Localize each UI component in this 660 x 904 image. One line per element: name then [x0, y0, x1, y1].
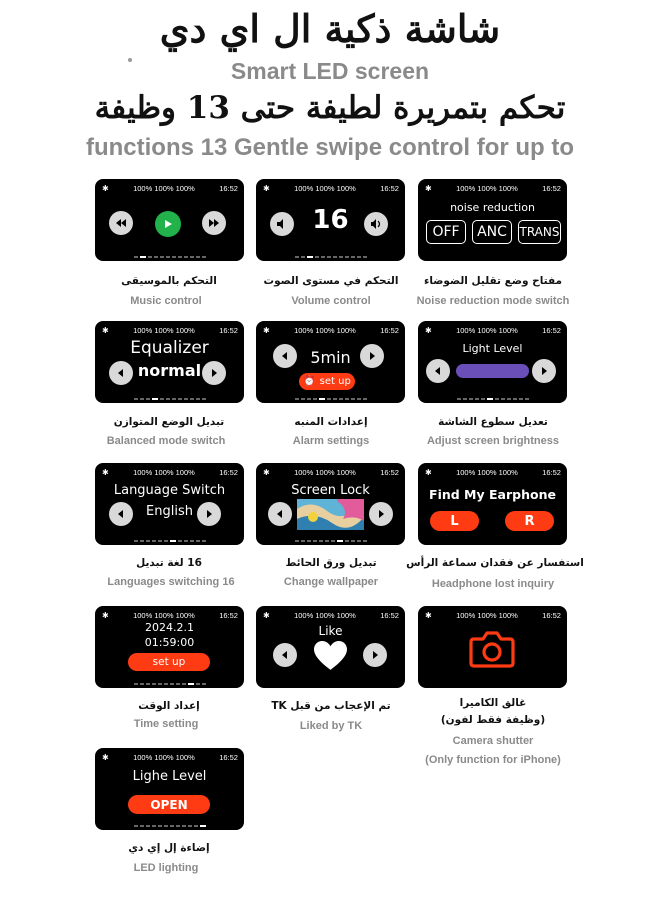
status-bar: ✱ 100% 100% 100% 16:52	[102, 325, 238, 335]
card-label-en: LED lighting	[133, 862, 199, 874]
status-bar: ✱ 100% 100% 100% 16:52	[263, 467, 399, 477]
chevron-right-icon	[203, 508, 215, 520]
card-label-en: Alarm settings	[292, 435, 370, 447]
volume-up-button[interactable]	[364, 212, 388, 236]
status-bar: ✱ 100% 100% 100% 16:52	[102, 183, 238, 193]
page-title-arabic: شاشة ذكية ال اي دي	[159, 6, 501, 51]
card-label-en: Adjust screen brightness	[426, 435, 560, 447]
card-label-ar: تعديل سطوع الشاشة	[438, 416, 548, 428]
status-bar: ✱ 100% 100% 100% 16:52	[263, 325, 399, 335]
previous-button[interactable]	[273, 643, 297, 667]
brightness-heading: Light Level	[462, 342, 523, 355]
anc-mode-off[interactable]: OFF	[426, 220, 466, 244]
led-lighting-screen	[95, 748, 244, 830]
card-label-ar: التحكم بالموسيقى	[121, 275, 217, 287]
card-label-en-note: (Only function for iPhone)	[425, 754, 561, 766]
page-indicator	[256, 540, 405, 542]
status-bar: ✱ 100% 100% 100% 16:52	[102, 752, 238, 762]
fast-forward-icon	[208, 217, 220, 229]
noise-reduction-heading: noise reduction	[450, 201, 535, 214]
heart-like-button[interactable]	[314, 641, 347, 671]
wallpaper-image	[297, 499, 364, 530]
play-button[interactable]	[155, 211, 181, 237]
next-mode-button[interactable]	[202, 361, 226, 385]
camera-shutter-button[interactable]	[469, 630, 515, 668]
card-label-ar: إضاءة إل إي دي	[128, 842, 210, 854]
like-heading: Like	[318, 624, 343, 638]
alarm-clock-icon: ⏰	[303, 376, 316, 387]
page-indicator	[95, 683, 244, 685]
speaker-high-icon	[370, 218, 382, 230]
led-open-button[interactable]: OPEN	[128, 795, 210, 814]
brightness-screen	[418, 321, 567, 403]
bluetooth-icon: ✱	[102, 467, 109, 477]
date-value: 2024.2.1	[145, 621, 194, 634]
next-wallpaper-button[interactable]	[369, 502, 393, 526]
card-label-ar: مفتاح وضع تقليل الضوضاء	[423, 275, 563, 287]
chevron-right-icon	[366, 350, 378, 362]
language-heading: Language Switch	[113, 483, 226, 498]
card-label-en: Music control	[130, 295, 202, 307]
card-label-ar: استفسار عن فقدان سماعة الرأس	[406, 557, 584, 569]
card-label-ar: تبديل ورق الحائط	[285, 557, 377, 569]
card-label-en: Headphone lost inquiry	[431, 578, 555, 590]
status-bar: ✱ 100% 100% 100% 16:52	[263, 610, 399, 620]
time-setting-screen	[95, 606, 244, 688]
card-label-en: Camera shutter	[452, 735, 534, 747]
anc-mode-anc[interactable]: ANC	[472, 220, 512, 244]
card-label-en: Time setting	[133, 718, 199, 730]
wallpaper-preview[interactable]	[297, 499, 364, 530]
volume-control-screen	[256, 179, 405, 261]
music-control-screen	[95, 179, 244, 261]
card-label-ar: التحكم في مستوى الصوت	[263, 275, 399, 287]
time-setup-button[interactable]: set up	[128, 653, 210, 671]
bluetooth-icon: ✱	[102, 183, 109, 193]
equalizer-mode-value: normal	[137, 361, 202, 380]
find-left-earbud-button[interactable]: L	[430, 511, 479, 531]
find-earphone-screen	[418, 463, 567, 545]
status-bar: ✱ 100% 100% 100% 16:52	[425, 325, 561, 335]
bluetooth-icon: ✱	[102, 325, 109, 335]
find-earphone-heading: Find My Earphone	[429, 487, 556, 502]
bluetooth-icon: ✱	[425, 610, 432, 620]
status-bar: ✱ 100% 100% 100% 16:52	[102, 467, 238, 477]
bluetooth-icon: ✱	[425, 467, 432, 477]
card-label-en: Change wallpaper	[283, 576, 379, 588]
noise-reduction-screen	[418, 179, 567, 261]
page-subtitle-english: functions 13 Gentle swipe control for up to	[85, 134, 575, 161]
rewind-icon	[115, 217, 127, 229]
card-label-ar: إعداد الوقت	[138, 700, 200, 712]
chevron-right-icon	[538, 365, 550, 377]
card-label-ar-note: (وظيفة فقط لفون)	[440, 714, 546, 726]
status-bar: ✱ 100% 100% 100% 16:52	[425, 610, 561, 620]
card-label-en: Volume control	[291, 295, 371, 307]
card-label-en: Liked by TK	[299, 720, 363, 732]
bluetooth-icon: ✱	[102, 752, 109, 762]
page-indicator	[95, 256, 244, 258]
bluetooth-icon: ✱	[263, 325, 270, 335]
bluetooth-icon: ✱	[425, 325, 432, 335]
increase-time-button[interactable]	[360, 344, 384, 368]
page-title-english: Smart LED screen	[230, 58, 430, 84]
camera-shutter-screen	[418, 606, 567, 688]
status-bar: ✱ 100% 100% 100% 16:52	[425, 183, 561, 193]
page-indicator	[95, 398, 244, 400]
alarm-screen	[256, 321, 405, 403]
brightness-up-button[interactable]	[532, 359, 556, 383]
page-indicator	[95, 540, 244, 542]
card-label-en: Languages switching 16	[107, 576, 235, 588]
heart-icon	[314, 641, 347, 671]
chevron-left-icon	[279, 649, 291, 661]
bluetooth-icon: ✱	[263, 610, 270, 620]
find-right-earbud-button[interactable]: R	[505, 511, 554, 531]
status-bar: ✱ 100% 100% 100% 16:52	[263, 183, 399, 193]
card-label-ar: 16 لغة تبديل	[136, 557, 202, 569]
page-indicator	[256, 398, 405, 400]
card-label-ar: غالق الكاميرا	[459, 697, 527, 709]
play-icon	[162, 218, 174, 230]
page-indicator	[256, 256, 405, 258]
volume-value: 16	[312, 205, 349, 235]
led-lighting-heading: Lighe Level	[132, 769, 207, 784]
chevron-left-icon	[274, 508, 286, 520]
language-value: English	[146, 504, 193, 519]
status-bar: ✱ 100% 100% 100% 16:52	[102, 610, 238, 620]
page-indicator	[418, 398, 567, 400]
brightness-down-button[interactable]	[426, 359, 450, 383]
page-subtitle-arabic: تحكم بتمريرة لطيفة حتى 13 وظيفة	[94, 90, 566, 126]
status-bar: ✱ 100% 100% 100% 16:52	[425, 467, 561, 477]
card-label-en: Noise reduction mode switch	[416, 295, 570, 307]
camera-icon	[469, 630, 515, 668]
alarm-setup-button[interactable]: ⏰ set up	[299, 373, 355, 390]
anc-mode-trans[interactable]: TRANS	[518, 220, 561, 244]
language-screen	[95, 463, 244, 545]
bluetooth-icon: ✱	[263, 183, 270, 193]
chevron-left-icon	[432, 365, 444, 377]
chevron-right-icon	[369, 649, 381, 661]
chevron-right-icon	[208, 367, 220, 379]
like-screen	[256, 606, 405, 688]
bluetooth-icon: ✱	[102, 610, 109, 620]
bluetooth-icon: ✱	[425, 183, 432, 193]
previous-wallpaper-button[interactable]	[268, 502, 292, 526]
card-label-en: Balanced mode switch	[106, 435, 226, 447]
card-label-ar: إعدادات المنبه	[294, 416, 368, 428]
next-track-button[interactable]	[202, 211, 226, 235]
next-button[interactable]	[363, 643, 387, 667]
brightness-bar[interactable]	[456, 364, 529, 378]
next-language-button[interactable]	[197, 502, 221, 526]
wallpaper-screen	[256, 463, 405, 545]
equalizer-heading: Equalizer	[130, 338, 209, 358]
previous-track-button[interactable]	[109, 211, 133, 235]
time-value: 01:59:00	[144, 636, 195, 649]
equalizer-screen	[95, 321, 244, 403]
card-label-ar: تبديل الوضع المتوازن	[113, 416, 225, 428]
alarm-duration-value: 5min	[310, 348, 351, 367]
card-label-ar: تم الإعجاب من قبل TK	[271, 700, 391, 712]
screen-lock-heading: Screen Lock	[291, 483, 370, 498]
page-indicator	[95, 825, 244, 827]
chevron-right-icon	[375, 508, 387, 520]
bluetooth-icon: ✱	[263, 467, 270, 477]
